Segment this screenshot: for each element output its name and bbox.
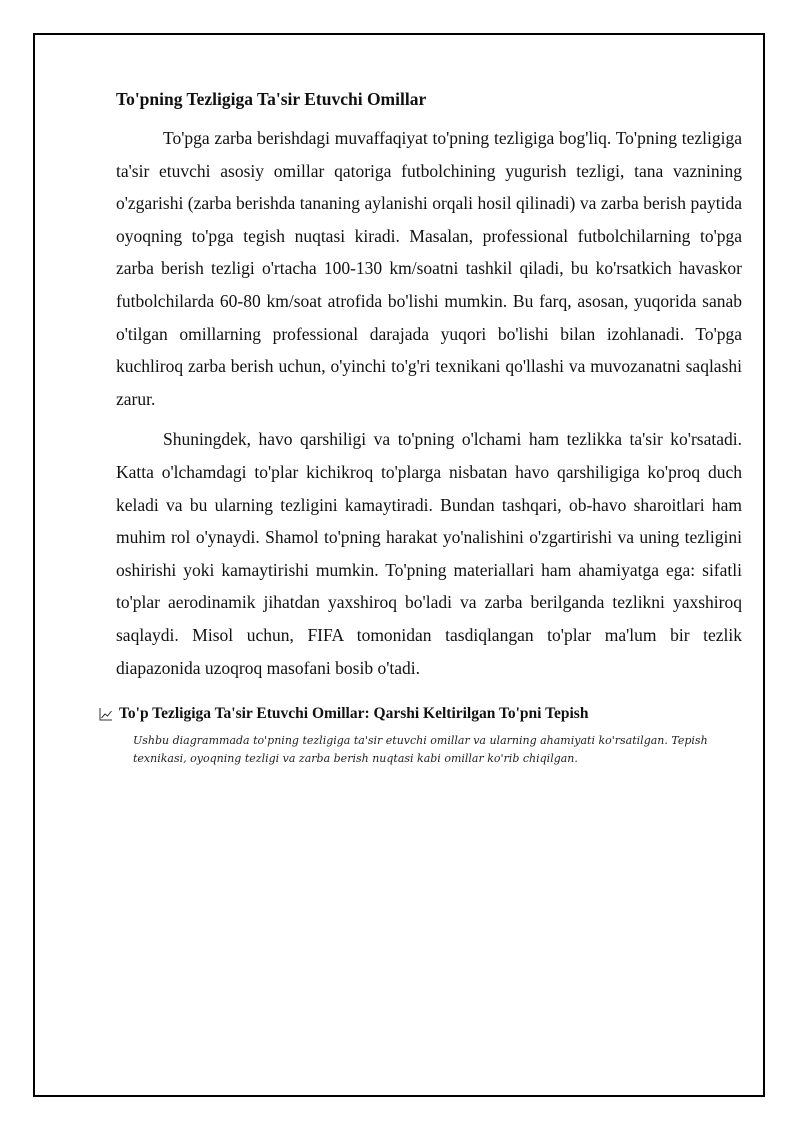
paragraph: Shuningdek, havo qarshiligi va to'pning o'lchami ham tezlikka ta'sir ko'rsatadi. Katta o'lchamdagi to'plar kichikroq to'plarga nisbatan havo qarshiligiga ko'proq duch keladi va bu ularning tezligini kamaytiradi. Bundan tashqari, ob-havo sharoitlari ham muhim rol o'ynaydi. Shamol to'pning harakat yo'nalishini o'zgartirishi va uning tezligini oshirishi yoki kamaytirishi mumkin. To'pning materiallari ham ahamiyatga ega: sifatli to'plar aerodinamik jihatdan yaxshiroq bo'ladi va zarba berilganda tezlikni yaxshiroq saqlaydi. Misol uchun, FIFA tomonidan tasdiqlangan to'plar ma'lum bir tezlik diapazonida uzoqroq masofani bosib o'tadi. (116, 429, 742, 678)
figure-title: To'p Tezligiga Ta'sir Etuvchi Omillar: Qarshi Keltirilgan To'pni Tepish (119, 705, 589, 723)
section-title: To'pning Tezligiga Ta'sir Etuvchi Omillar (116, 89, 427, 109)
figure-heading (99, 704, 742, 724)
chart-line-icon (99, 707, 113, 721)
figure-caption: Ushbu diagrammada to'pning tezligiga ta'sir etuvchi omillar va ularning ahamiyati ko'rsatilgan. Tepish texnikasi, oyoqning tezligi va zarba berish nuqtasi kabi omillar ko'rib chiqilgan. (133, 734, 708, 766)
document-body (116, 88, 742, 768)
paragraph: To'pga zarba berishdagi muvaffaqiyat to'pning tezligiga bog'liq. To'pning tezligiga ta'sir etuvchi asosiy omillar qatoriga futbolchining yugurish tezligi, tana vaznining o'zgarishi (zarba berishda tananing aylanishi orqali hosil qilinadi) va zarba berish paytida oyoqning to'pga tegish nuqtasi kiradi. Masalan, professional futbolchilarning to'pga zarba berish tezligi o'rtacha 100-130 km/soatni tashkil qiladi, bu ko'rsatkich havaskor futbolchilarda 60-80 km/soat atrofida bo'lishi mumkin. Bu farq, asosan, yuqorida sanab o'tilgan omillarning professional darajada yuqori bo'lishi bilan izohlanadi. To'pga kuchliroq zarba berish uchun, o'yinchi to'g'ri texnikani qo'llashi va muvozanatni saqlashi zarur. (116, 128, 742, 409)
